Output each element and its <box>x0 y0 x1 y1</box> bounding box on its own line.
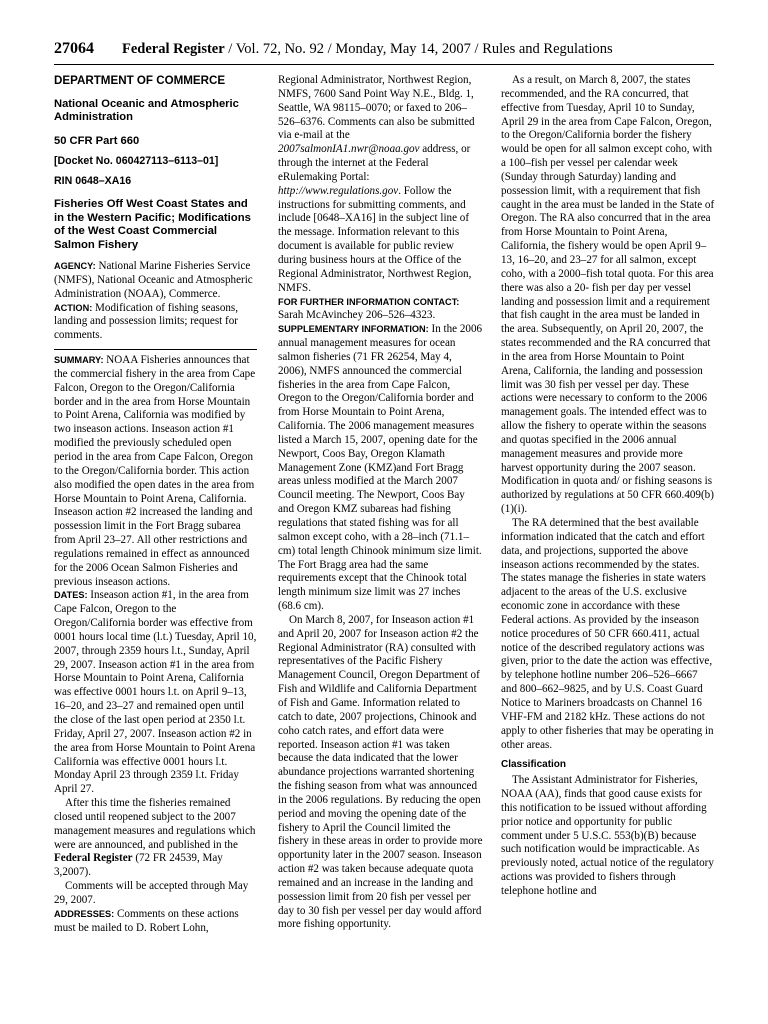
march8-paragraph: On March 8, 2007, for Inseason action #1 and April 20, 2007 for Inseason action #2 the Regional Administrator (RA) consulted with representatives of the Pacific Fishery Management Council, Oregon Department of Fish and Wildlife and California Department of Fish and Game. Information related to catch to date, 2007 projections, Chinook and coho catch rates, and effort data were reported. Inseason action #1 was taken because the data indicated that the lower abundance projections warranted shortening the fishing season from what was announced in the 2006 regulations. By reducing the open period and moving the opening date of the fishery to April the Council limited the fishery in these areas in order to provide more opportunity later in the 2007 season. Inseason action #2 was taken because adequate quota remained and an increase in the landing and possession limit from 20 fish per vessel per day to 30 fish per vessel per day would afford more fishing opportunity. <box>278 613 483 931</box>
email-link[interactable]: 2007salmonIA1.nwr@noaa.gov <box>278 143 420 156</box>
address-text-end: . Follow the instructions for submitting comments, and include [0648–XA16] in the subject line of the message. Information relevant to this document is available for public review during business hours at the Office of the Regional Administrator, Northwest Region, NMFS. <box>278 184 472 294</box>
dates-paragraph <box>54 589 257 797</box>
column-3 <box>501 74 715 899</box>
document-title: Fisheries Off West Coast States and in the Western Pacific; Modifications of the West Coast Commercial Salmon Fishery <box>54 198 251 251</box>
column-2 <box>278 74 483 932</box>
address-text-mid: address, or through the internet at the Federal eRulemaking Portal: <box>278 143 471 183</box>
department-heading: DEPARTMENT OF COMMERCE <box>54 74 226 87</box>
closed-paragraph <box>54 797 257 880</box>
addresses-text: Comments on these actions must be mailed to D. Robert Lohn, <box>54 907 239 934</box>
addresses-paragraph <box>54 908 257 936</box>
page-number: 27064 <box>54 40 94 57</box>
ra-paragraph: The RA determined that the best available information indicated that the catch and effort data, and projections, supported the above inseason actions recommended by the states. The states manage the fisheries in state waters adjacent to the areas of the U.S. exclusive economic zone in accordance with these Federal actions. As provided by the inseason notice procedures of 50 CFR 660.411, actual notice of the described regulatory actions was given, prior to the date the action was effective, by telephone hotline number 206–526–6667 and 800–662–9825, and by U.S. Coast Guard Notice to Mariners broadcasts on Channel 16 VHF-FM and 2182 kHz. These actions do not apply to other fisheries that may be operating in other areas. <box>501 517 714 751</box>
journal-name: Federal Register <box>122 41 225 57</box>
comments-paragraph: Comments will be accepted through May 29, 2007. <box>54 880 249 906</box>
closed-citation: (72 FR 24539, May 3,2007). <box>54 852 223 879</box>
agency-paragraph <box>54 260 257 302</box>
agency-heading: National Oceanic and Atmospheric Administration <box>54 97 239 124</box>
result-paragraph: As a result, on March 8, 2007, the states recommended, and the RA concurred, that effective from Tuesday, April 10 to Sunday, April 29 in the area from Cape Falcon, Oregon, to the Oregon/California border the fishery would be open for all salmon except coho, with a 100–fish per vessel per calendar week (Sunday through Saturday) landing and possession limit, with a requirement that fish caught in the area must be landed in the State of Oregon. The RA also concurred that in the area from Horse Mountain to Point Arena, California, the fishery would be open April 9–13, 16–20, and 23–27 for all salmon, except coho, with a 2000–fish total quota. For this area there was also a 20- fish per day per vessel landing and possession limit and a requirement that fish caught in the area must be landed in the area. Subsequently, on April 20, 2007, the states recommended and the RA concurred that in the area from Horse Mountain to Point Arena, California, the landing and possession limit was 30 fish per vessel per day. These actions were necessary to conform to the 2006 management goals. The intended effect was to allow the fishery to operate within the seasons and quotas specified in the 2006 annual management measures and provide more harvest opportunity during the 2007 season. Modification in quota and/ or fishing seasons is authorized by regulations at 50 CFR 660.409(b)(1)(i). <box>501 74 715 516</box>
agency-label: AGENCY: <box>54 261 96 271</box>
address-paragraph <box>278 74 483 296</box>
action-text: Modification of fishing seasons, landing and possession limits; request for comments. <box>54 301 239 342</box>
contact-paragraph <box>278 296 483 324</box>
federal-register-ref: Federal Register <box>54 852 133 865</box>
supplementary-text: In the 2006 annual management measures for ocean salmon fisheries (71 FR 26254, May 4, 2006), NMFS announced the commercial fisheries in the area from Cape Falcon, Oregon to the Oregon/California border and from Horse Mountain to Point Arena, California. The 2006 management measures listed a March 15, 2007, opening date for the Newport, Coos Bay, Oregon Klamath Management Zone (KMZ)and Fort Bragg areas unless modified at the March 2007 Council meeting. The Newport, Coos Bay and Oregon KMZ subareas had fishing regulations that stated fishing was for all salmon except coho, with a 28–inch (71.1–cm) total length Chinook minimum size limit. The Fort Bragg area had the same requirements except that the Chinook total length minimum size limit was 27 inches (68.6 cm). <box>278 323 483 613</box>
divider <box>54 349 257 350</box>
aa-paragraph: The Assistant Administrator for Fisheries, NOAA (AA), finds that good cause exists for this notification to be issued without affording prior notice and opportunity for public comment under 5 U.S.C. 553(b)(B) because such notification would be impracticable. As previously noted, actual notice of the regulatory actions was provided to fishers through telephone hotline and <box>501 774 714 897</box>
rin-number: RIN 0648–XA16 <box>54 174 132 187</box>
action-label: ACTION: <box>54 302 93 313</box>
action-paragraph <box>54 302 257 344</box>
supplementary-paragraph <box>278 323 483 614</box>
contact-text: Sarah McAvinchey 206–526–4323. <box>278 309 436 322</box>
contact-label: FOR FURTHER INFORMATION CONTACT: <box>278 296 460 307</box>
addresses-label: ADDRESSES: <box>54 908 115 919</box>
running-header <box>54 40 714 65</box>
docket-number: [Docket No. 060427113–6113–01] <box>54 154 219 167</box>
portal-link[interactable]: http://www.regulations.gov <box>278 184 399 197</box>
issue-info: / Vol. 72, No. 92 / Monday, May 14, 2007 / Rules and Regulations <box>224 41 613 57</box>
agency-text: National Marine Fisheries Service (NMFS), National Oceanic and Atmospheric Administration (NOAA), Commerce. <box>54 260 253 300</box>
closed-text: After this time the fisheries remained closed until reopened subject to the 2007 management measures and regulations which were are announced, and published in the <box>54 797 256 851</box>
supplementary-label: SUPPLEMENTARY INFORMATION: <box>278 324 429 335</box>
summary-label: SUMMARY: <box>54 355 104 366</box>
dates-label: DATES: <box>54 590 88 601</box>
cfr-part: 50 CFR Part 660 <box>54 134 140 147</box>
address-text: Regional Administrator, Northwest Region, NMFS, 7600 Sand Point Way N.E., Bldg. 1, Seattle, WA 98115–0070; or faxed to 206–526–6376. Comments can also be submitted via e-mail at the <box>278 74 475 142</box>
dates-text: Inseason action #1, in the area from Cape Falcon, Oregon to the Oregon/California border was effective from 0001 hours local time (l.t.) Tuesday, April 10, 2007, through 2359 hours l.t., Sunday, April 29, 2007. Inseason action #1 in the area from Horse Mountain to Point Arena, California was effective 0001 hours l.t. on April 9–13, 16–20, and 23–27 and remained open until the close of the last open period at 2350 l.t. Friday, April 27, 2007. Inseason action #2 in the area from Horse Mountain to Point Arena California was effective 0001 hours l.t. Monday April 23 through 2359 l.t. Friday April 27. <box>54 589 257 796</box>
column-1 <box>54 74 257 936</box>
summary-paragraph <box>54 354 257 589</box>
classification-heading: Classification <box>501 759 567 771</box>
summary-text: NOAA Fisheries announces that the commercial fishery in the area from Cape Falcon, Oregon to the Oregon/California border and in the area from Horse Mountain to Point Arena, California was modified by two inseason actions. Inseason action #1 modified the previously scheduled open period in the area from Cape Falcon, Oregon to the Oregon/California border. This action also modified the open dates in the area from Horse Mountain to Point Arena, California. Inseason action #2 increased the landing and possession limit in the Fort Bragg subarea from April 23–27. All other restrictions and regulations remained in effect as announced for the 2006 Ocean Salmon Fisheries and previous inseason actions. <box>54 354 256 588</box>
